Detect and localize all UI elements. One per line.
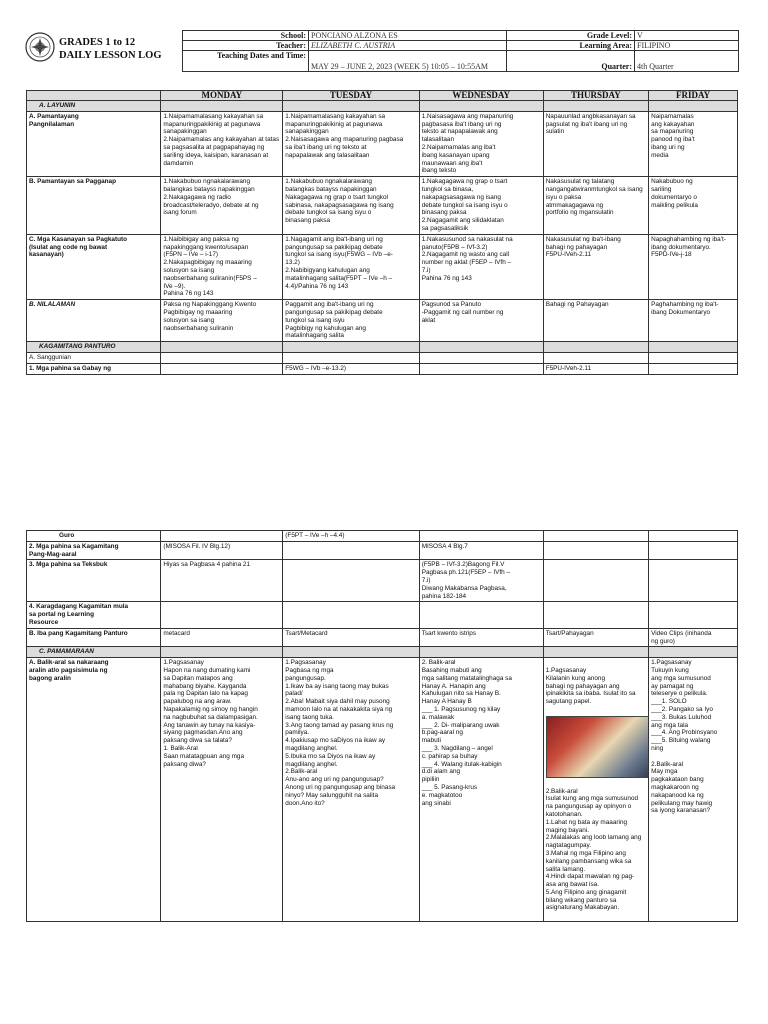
table-cell xyxy=(161,342,283,353)
row-label: A. Balik-aral sa nakaraang aralin at/o pagsisimula ng bagong aralin xyxy=(27,658,161,922)
table-cell xyxy=(649,602,738,628)
table-cell xyxy=(419,602,543,628)
day-header-monday: MONDAY xyxy=(161,91,283,101)
table-cell: Tsart/Metacard xyxy=(283,628,419,647)
table-cell xyxy=(283,352,419,363)
table-cell: 1.Naipamamalasang kakayahan sa mapanuringpakikinig at pagunawa sanapakinggan 2.Naisasagawa ang mapanuring pagbasa sa iba't ibang uri ng teksto at napapalawak ang talasalitaan xyxy=(283,111,419,176)
lesson-plan-table-page2 xyxy=(26,530,738,922)
row-label: 3. Mga pahina sa Teksbuk xyxy=(27,560,161,602)
deped-seal-icon xyxy=(25,32,55,62)
procedure-row xyxy=(27,658,738,922)
table-row xyxy=(27,363,738,374)
table-cell xyxy=(161,602,283,628)
row-label: A. Pamantayang Pangnilalaman xyxy=(27,111,161,176)
procedure-monday: 1.Pagsasanay Hapon na nang dumating kami sa Dapitan matapos ang mahabang biyahe. Kayganda pala ng Dapitan lalo na kapag papalubog na ang araw. Napakalamig ng simoy ng hangin na nagbubuhat sa dalampasigan. Ang tanawin ay tunay na kasiya- siyang pagmasdan.Ano ang paksang diwa sa talata? 1. Balik-Aral Saan matatagpuan ang mga paksang diwa? xyxy=(161,658,283,922)
table-cell xyxy=(649,342,738,353)
table-row xyxy=(27,602,738,628)
table-row xyxy=(27,541,738,560)
table-row xyxy=(27,177,738,235)
table-cell xyxy=(543,352,648,363)
day-header-friday: FRIDAY xyxy=(649,91,738,101)
table-cell xyxy=(283,101,419,112)
table-cell: Naipamamalas ang kakayahan sa mapanuring panood ng iba't ibang uri ng media xyxy=(649,111,738,176)
table-cell: 1.Nakabubuo ngnakalarawang balangkas batayss napakinggan Nakagagawa ng grap o tsart tungkol sabinasa, nakapagsasagawa ng isang debate tungkol sa isang isyu o binasang paksa xyxy=(283,177,419,235)
table-cell: 1.Naisasagawa ang mapanuring pagbasasa iba't ibang uri ng teksto at napapalawak ang talasalitaan 2.Naipamamalas ang iba't ibang kasanayan upang maunawaan ang iba't ibang teksto xyxy=(419,111,543,176)
table-cell: Hiyas sa Pagbasa 4 pahina 21 xyxy=(161,560,283,602)
teacher-value: ELIZABETH C. AUSTRIA xyxy=(309,41,507,51)
table-cell xyxy=(419,363,543,374)
table-cell: Tsart kwento istrips xyxy=(419,628,543,647)
table-cell xyxy=(283,342,419,353)
table-row xyxy=(27,628,738,647)
table-cell: Paggamit ang iba't-ibang uri ng pangungusap sa pakikipag debate tungkol sa isang isyu Pagbibigy ng kahulugan ang matalinhagang salita xyxy=(283,300,419,342)
dates-label: Teaching Dates and Time: xyxy=(183,51,309,72)
lesson-info-table xyxy=(182,30,739,72)
table-cell xyxy=(649,541,738,560)
table-cell xyxy=(161,101,283,112)
table-cell xyxy=(543,602,648,628)
row-label: B. NILALAMAN xyxy=(27,300,161,342)
row-label: KAGAMITANG PANTURO xyxy=(27,342,161,353)
procedure-tuesday: 1.Pagsasanay Pagbasa ng mga pangungusap. 1.Ikaw ba ay isang taong may bukas palad/ 2.Aba! Mabait siya dahil may pusong mamoon lalo na at nakakakita siya ng isang taong tuka. 3.Ang taong tamad ay pasang krus ng pamilya. 4.Ipakiusap mo saDiyos na ikaw ay magdilang anghel. 5.Ibuka mo sa Diyos na ikaw ay magdilang anghel. 2.Balik-aral Anu-ano ang uri ng pangungusap? Anong uri ng pangungusap ang binasa ninyo? May salungguhit na salita doon.Ano ito? xyxy=(283,658,419,922)
quarter-label: Quarter: xyxy=(507,51,635,72)
row-label: 1. Mga pahina sa Gabay ng xyxy=(27,363,161,374)
corner-cell xyxy=(27,91,161,101)
table-cell: Napauunlad angbkasanayan sa pagsulat ng iba't ibang uri ng sulatin xyxy=(543,111,648,176)
newspaper-image xyxy=(546,716,649,778)
table-cell: 1.Naipamamalasang kakayahan sa mapanuringpakikinig at pagunawa sanapakinggan 2.Naipamamalas ang kakayahan at tatas sa pagsasalita at pagpapahayag ng sariling ideya, kaisipan, karanasan at damdamin xyxy=(161,111,283,176)
table-cell: Napaghahambing ng iba't- ibang dokumentaryo. F5PD-IVe-j-18 xyxy=(649,234,738,299)
table-cell xyxy=(649,101,738,112)
grade-label: Grade Level: xyxy=(507,31,635,41)
row-label: B. Iba pang Kagamitang Panturo xyxy=(27,628,161,647)
table-cell xyxy=(283,647,419,658)
thursday-activity-1: 1.Pagsasanay Kilalanin kung anong bahagi ng pahayagan ang ipinakikita sa ibaba. Isulat ito sa sagutang papel. xyxy=(545,666,636,706)
row-label: A. Sanggunian xyxy=(27,352,161,363)
table-cell xyxy=(161,531,283,542)
table-cell xyxy=(161,352,283,363)
table-cell: (MISOSA Fil. IV Blg.12) xyxy=(161,541,283,560)
table-cell: 1.Nakasusunod sa nakasulat na panuto(F5PB – IVf-3.2) 2.Nagagamit ng wasto ang call number ng aklat (F5EP – IVfh – 7.i) Pahina 76 ng 143 xyxy=(419,234,543,299)
table-cell: Video Clips (inihanda ng guro) xyxy=(649,628,738,647)
table-cell xyxy=(543,647,648,658)
row-label: B. Pamantayan sa Pagganap xyxy=(27,177,161,235)
document-title xyxy=(59,36,162,62)
table-cell: Nakasusulat ng iba't-ibang bahagi ng pahayagan F5PU-IVeh-2.11 xyxy=(543,234,648,299)
table-cell: 1.Nakabubuo ngnakalarawang balangkas batayss napakinggan 2.Nakagagawa ng radio broadcast/teleradyo, debate at ng isang forum xyxy=(161,177,283,235)
table-cell xyxy=(543,541,648,560)
table-cell xyxy=(543,531,648,542)
table-cell xyxy=(283,602,419,628)
area-label: Learning Area: xyxy=(507,41,635,51)
table-cell: MISOSA 4 Blg.7 xyxy=(419,541,543,560)
table-cell xyxy=(419,647,543,658)
procedure-friday: 1.Pagsasanay Tukuyin kung ang mga sumusunod ay pamagat ng teleserye o pelikula. ___1. SOLO ___2. Pangako sa Iyo ___3. Bukas Luluhod ang mga tala ___4. Ang Probinsyano ___5. Bituing walang ning 2.Balik-aral May mga pagkakataon bang magkakaroon ng nakapanood ka ng pelikulang may hawig sa iyong karanasan? xyxy=(649,658,738,922)
table-cell: Tsart/Pahayagan xyxy=(543,628,648,647)
table-cell: Nakasusulat ng talatang nangangatwiranmtungkol sa isang isyu o paksa atmmakagagawa ng portfolio ng mgansulatin xyxy=(543,177,648,235)
table-cell: Bahagi ng Pahayagan xyxy=(543,300,648,342)
table-row xyxy=(27,300,738,342)
title-line-1: GRADES 1 to 12 xyxy=(59,37,136,48)
table-cell xyxy=(161,647,283,658)
table-cell: Pagsunod sa Panuto -Paggamit ng call number ng aklat xyxy=(419,300,543,342)
thursday-activity-2: 2.Balik-aral Isulat kung ang mga sumusunod na pangungusap ay opinyon o katotohanan. 1.Lahat ng bata ay maaaring maging bayani. 2.Malalakas ang loob lamang ang nagtatagumpay. 3.Mahal ng mga Filipino ang kanilang pambansang wika sa salita lamang. 4.Hindi dapat mawalan ng pag- asa ang bawat isa. 5.Ang Filipino ang ginagamit bilang wikang panturo sa asignaturang Makabayan. xyxy=(545,787,642,912)
table-row xyxy=(27,111,738,176)
procedure-wednesday: 2. Balik-aral Basahing mabuti ang mga salitang matatalinghaga sa Hanay A. Hanapin ang Kahulugan nito sa Hanay B. Hanay A Hanay B ___ 1. Pagsusunog ng kilay a. malawak ___ 2. Di- maliparang uwak b.pag-aaral ng mabuti ___ 3. Nagdilang – angel c. pahirap sa buhay ___ 4. Walang itulak-kabigin d.di alam ang pipiliin ___ 5. Pasang-krus e. magkatotoo ang sinabi xyxy=(419,658,543,922)
table-cell xyxy=(649,352,738,363)
grade-value: V xyxy=(635,31,739,41)
quarter-value: 4th Quarter xyxy=(635,51,739,72)
row-label: 4. Karagdagang Kagamitan mula sa portal ng Learning Resource xyxy=(27,602,161,628)
row-label: A. LAYUNIN xyxy=(27,101,161,112)
dates-value: MAY 29 – JUNE 2, 2023 (WEEK 5) 10:05 – 10:55AM xyxy=(309,51,507,72)
table-cell: 1.Nagagamit ang iba't-ibang uri ng pangungusap sa pakikipag debate tungkol sa isang isyu(F5WG – IVb –e- 13.2) 2.Nabibigyang kahulugan ang matalinhagang salita(F5PT – IVe –h – 4.4)/Pahina 76 ng 143 xyxy=(283,234,419,299)
table-cell xyxy=(283,560,419,602)
table-cell xyxy=(543,342,648,353)
table-row xyxy=(27,531,738,542)
table-cell: 1.Nakagagawa ng grap o tsart tungkol sa binasa, nakapagsasagawa ng isang debate tungkol sa isang isyu o binasang paksa 2.Nagagamit ang silidaklatan sa pagsasaliksik xyxy=(419,177,543,235)
row-label: C. PAMAMARAAN xyxy=(27,647,161,658)
table-cell: (F5PT – IVe –h –4.4) xyxy=(283,531,419,542)
teacher-label: Teacher: xyxy=(183,41,309,51)
table-cell: F5PU-IVeh-2.11 xyxy=(543,363,648,374)
table-cell xyxy=(161,363,283,374)
day-header-tuesday: TUESDAY xyxy=(283,91,419,101)
row-label: Guro xyxy=(27,531,161,542)
row-label: C. Mga Kasanayan sa Pagkatuto (Isulat ang code ng bawat kasanayan) xyxy=(27,234,161,299)
table-row xyxy=(27,234,738,299)
table-cell: Paghahambing ng iba't- ibang Dokumentaryo xyxy=(649,300,738,342)
table-row xyxy=(27,352,738,363)
procedure-thursday xyxy=(543,658,648,922)
table-cell: Paksa ng Napakinggang Kwento Pagbibigay ng maaaring solusyon sa isang naobserbahang suliranin xyxy=(161,300,283,342)
table-cell: Nakabubuo ng sariling dokumentaryo o maikling pelikula xyxy=(649,177,738,235)
lesson-plan-table-page1 xyxy=(26,90,738,375)
table-cell xyxy=(649,363,738,374)
table-cell xyxy=(543,101,648,112)
table-cell xyxy=(419,101,543,112)
table-cell xyxy=(649,647,738,658)
table-row xyxy=(27,101,738,112)
table-cell: metacard xyxy=(161,628,283,647)
table-row xyxy=(27,647,738,658)
area-value: FILIPINO xyxy=(635,41,739,51)
table-row xyxy=(27,560,738,602)
row-label: 2. Mga pahina sa Kagamitang Pang-Mag-aaral xyxy=(27,541,161,560)
table-cell xyxy=(649,560,738,602)
day-header-row xyxy=(27,91,738,101)
day-header-wednesday: WEDNESDAY xyxy=(419,91,543,101)
table-cell xyxy=(419,342,543,353)
table-cell xyxy=(419,352,543,363)
table-cell: (F5PB – IVf-3.2)Bagong Fil.V Pagbasa ph.121(F5EP – IVfh – 7.i) Diwang Makabansa Pagbasa, pahina 182-184 xyxy=(419,560,543,602)
table-cell xyxy=(283,541,419,560)
title-line-2: DAILY LESSON LOG xyxy=(59,50,162,61)
table-cell xyxy=(419,531,543,542)
table-cell xyxy=(649,531,738,542)
table-cell xyxy=(543,560,648,602)
table-cell: F5WG – IVb –e-13.2) xyxy=(283,363,419,374)
school-value: PONCIANO ALZONA ES xyxy=(309,31,507,41)
day-header-thursday: THURSDAY xyxy=(543,91,648,101)
school-label: School: xyxy=(183,31,309,41)
table-row xyxy=(27,342,738,353)
table-cell: 1.Naibibigay ang paksa ng napakinggang kwento/usapan (F5PN – IVe – i-17) 2.Nakapagbibigay ng maaaring solusyon sa isang naobserbahang suliranin(F5PS – IVe –9). Pahina 76 ng 143 xyxy=(161,234,283,299)
